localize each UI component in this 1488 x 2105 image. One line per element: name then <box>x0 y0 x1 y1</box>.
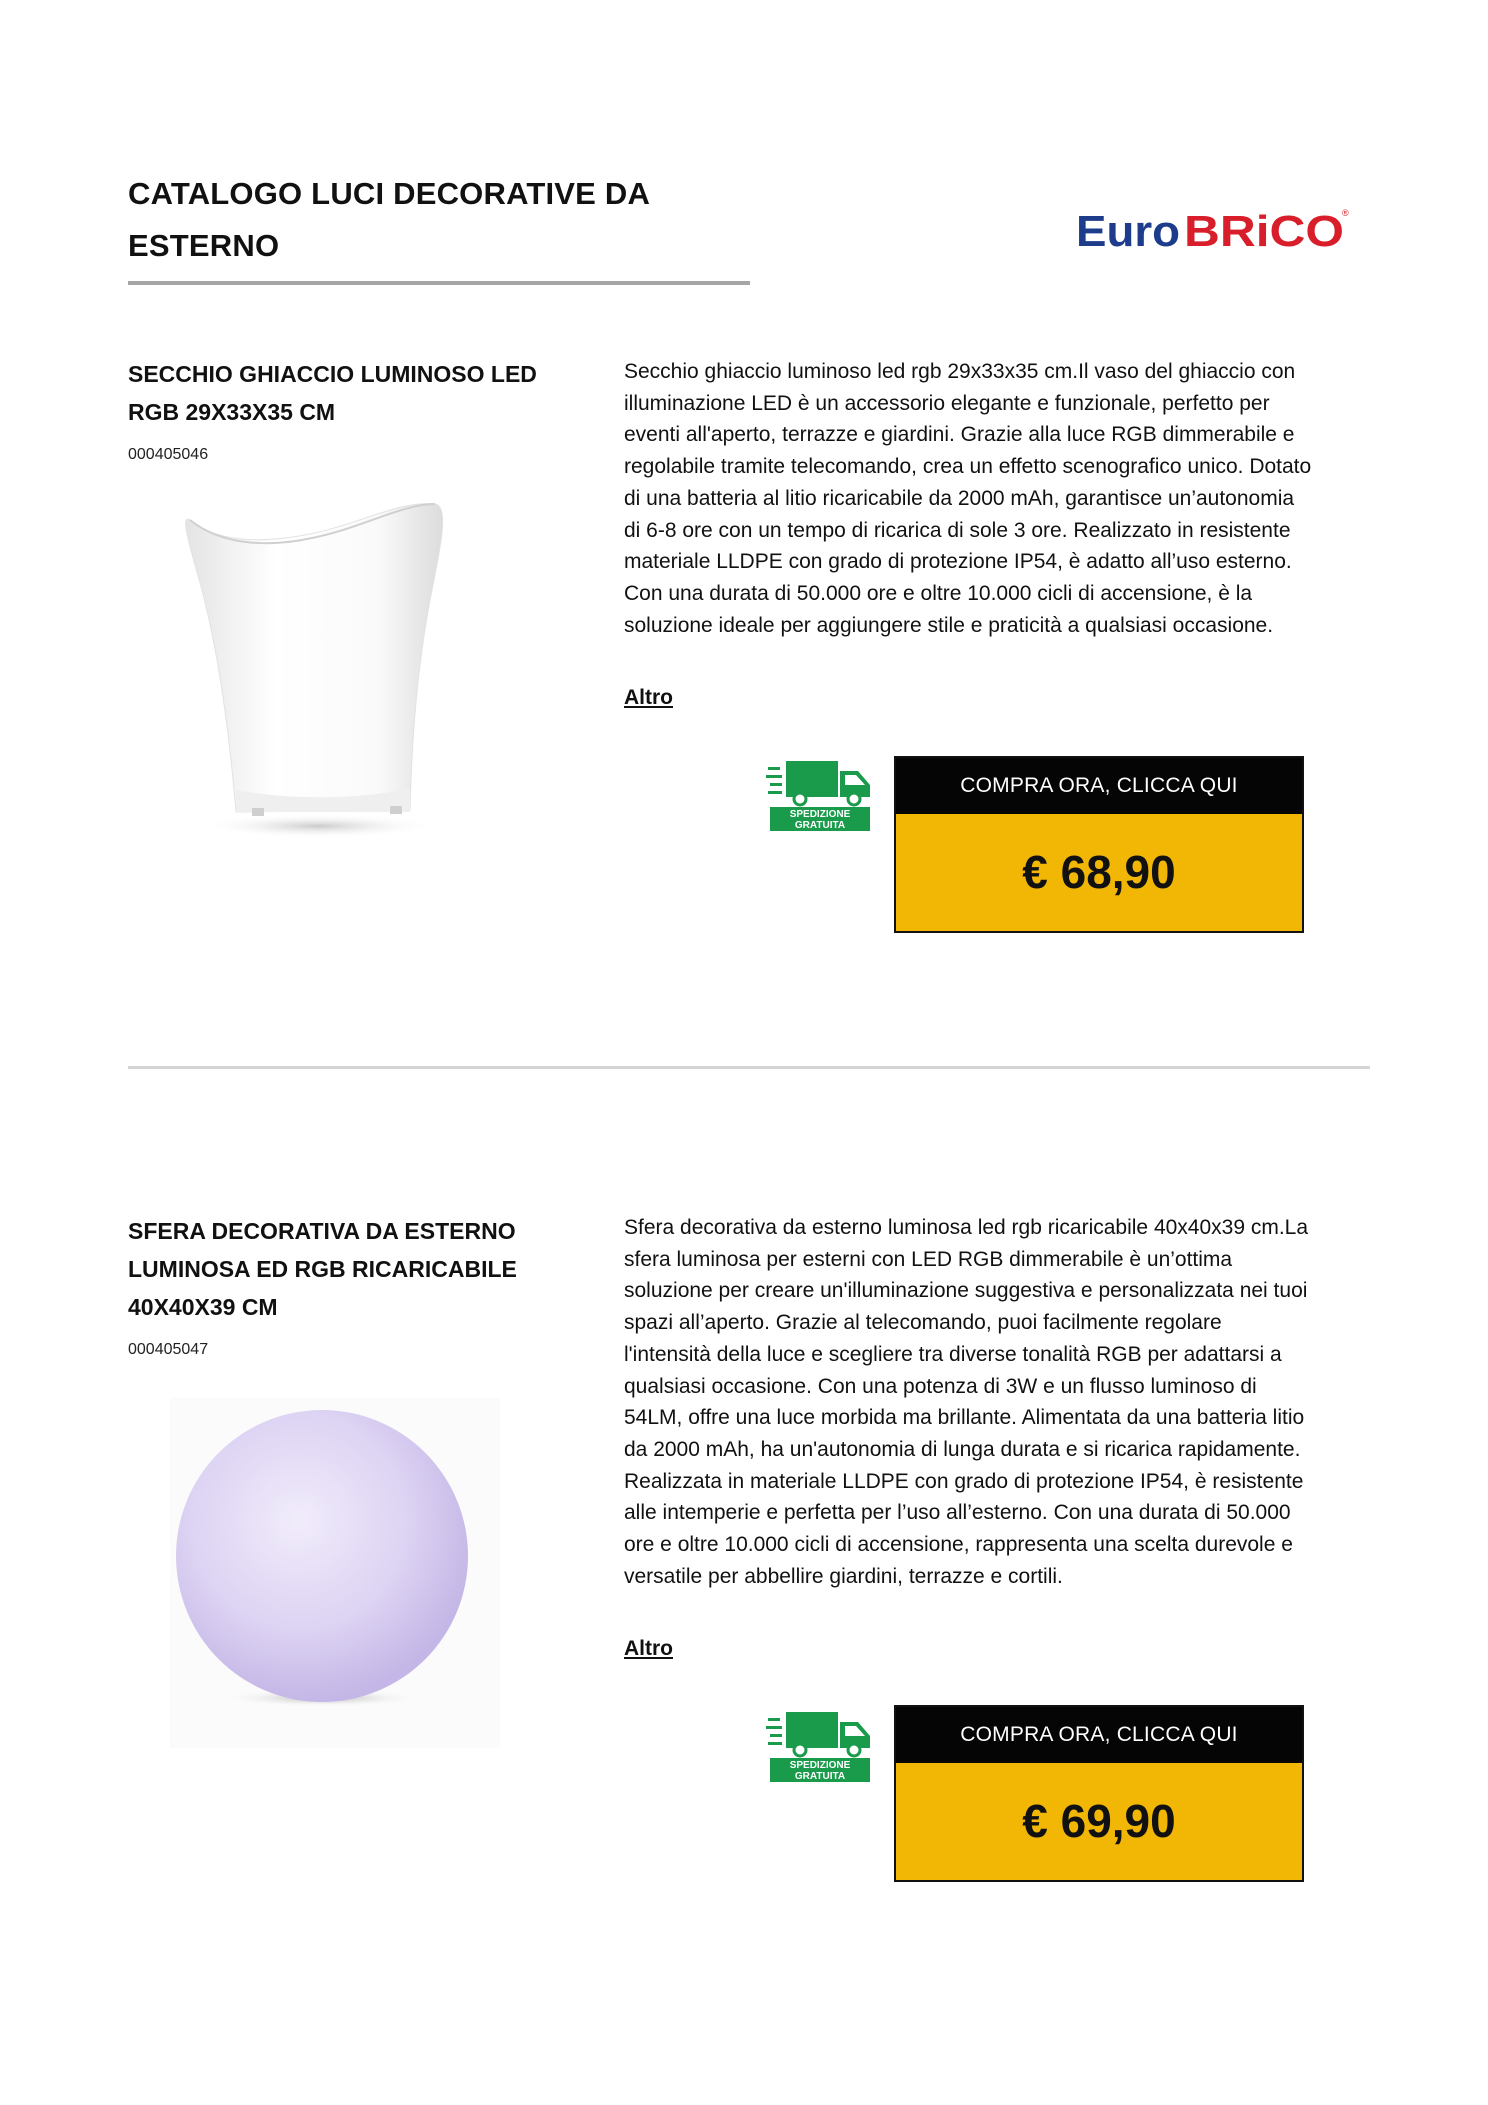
product-code: 000405046 <box>128 446 209 463</box>
section-divider <box>128 1066 1370 1069</box>
title-divider <box>128 281 750 285</box>
more-link[interactable]: Altro <box>624 1637 673 1660</box>
product-description: Secchio ghiaccio luminoso led rgb 29x33x35 cm.Il vaso del ghiaccio con illuminazione LED è un accessorio elegante e funzionale, perfetto per eventi all'aperto, terrazze e giardini. Grazie alla luce RGB dimmerabile e regolabile tramite telecomando, crea un effetto scenografico unico. Dotato di una batteria al litio ricaricabile da 2000 mAh, garantisce un’autonomia di 6-8 ore con un tempo di ricarica di sole 3 ore. Realizzato in resistente materiale LLDPE con grado di protezione IP54, è adatto all’uso esterno. Con una durata di 50.000 ore e oltre 10.000 cicli di accensione, è la soluzione ideale per aggiungere stile e praticità a qualsiasi occasione. <box>624 360 1312 637</box>
product-name: SFERA DECORATIVA DA ESTERNO LUMINOSA ED RGB RICARICABILE 40X40X39 CM <box>128 1218 517 1320</box>
product-description: Sfera decorativa da esterno luminosa led rgb ricaricabile 40x40x39 cm.La sfera luminosa per esterni con LED RGB dimmerabile è un’ottima soluzione per creare un'illuminazione suggestiva e personalizzata nei tuoi spazi all’aperto. Grazie al telecomando, puoi facilmente regolare l'intensità della luce e scegliere tra diverse tonalità RGB per adattarsi a qualsiasi occasione. Con una potenza di 3W e un flusso luminoso di 54LM, offre una luce morbida ma brillante. Alimentata da una batteria litio da 2000 mAh, ha un'autonomia di lunga durata e si ricarica rapidamente. Realizzata in materiale LLDPE con grado di protezione IP54, è resistente alle intemperie e perfetta per l’uso all’esterno. Con una durata di 50.000 ore e oltre 10.000 cicli di accensione, rappresenta una scelta durevole e versatile per abbellire giardini, terrazze e cortili. <box>624 1216 1309 1588</box>
free-shipping-truck-icon <box>766 757 874 831</box>
buy-button[interactable] <box>894 1705 1304 1882</box>
glowing-sphere-image[interactable] <box>170 1398 500 1748</box>
svg-text:SPEDIZIONE: SPEDIZIONE <box>789 1760 851 1771</box>
buy-label[interactable]: COMPRA ORA, CLICCA QUI <box>896 1707 1302 1763</box>
svg-text:®: ® <box>1342 208 1349 218</box>
product-code: 000405047 <box>128 1341 209 1358</box>
svg-text:GRATUITA: GRATUITA <box>794 1771 846 1782</box>
buy-label[interactable]: COMPRA ORA, CLICCA QUI <box>896 758 1302 814</box>
svg-text:Euro: Euro <box>1076 207 1180 254</box>
free-shipping-truck-icon <box>766 1708 874 1782</box>
svg-text:SPEDIZIONE: SPEDIZIONE <box>789 809 851 820</box>
svg-text:BRiCO: BRiCO <box>1184 207 1344 254</box>
catalog-title: CATALOGO LUCI DECORATIVE DA ESTERNO <box>128 176 649 263</box>
svg-text:GRATUITA: GRATUITA <box>794 820 846 831</box>
more-link[interactable]: Altro <box>624 686 673 709</box>
price[interactable]: € 68,90 <box>896 814 1302 931</box>
product-name: SECCHIO GHIACCIO LUMINOSO LED RGB 29X33X35 CM <box>128 361 537 425</box>
ice-bucket-image[interactable] <box>150 490 470 850</box>
price[interactable]: € 69,90 <box>896 1763 1302 1880</box>
buy-button[interactable] <box>894 756 1304 933</box>
eurobrico-logo <box>1076 204 1350 254</box>
